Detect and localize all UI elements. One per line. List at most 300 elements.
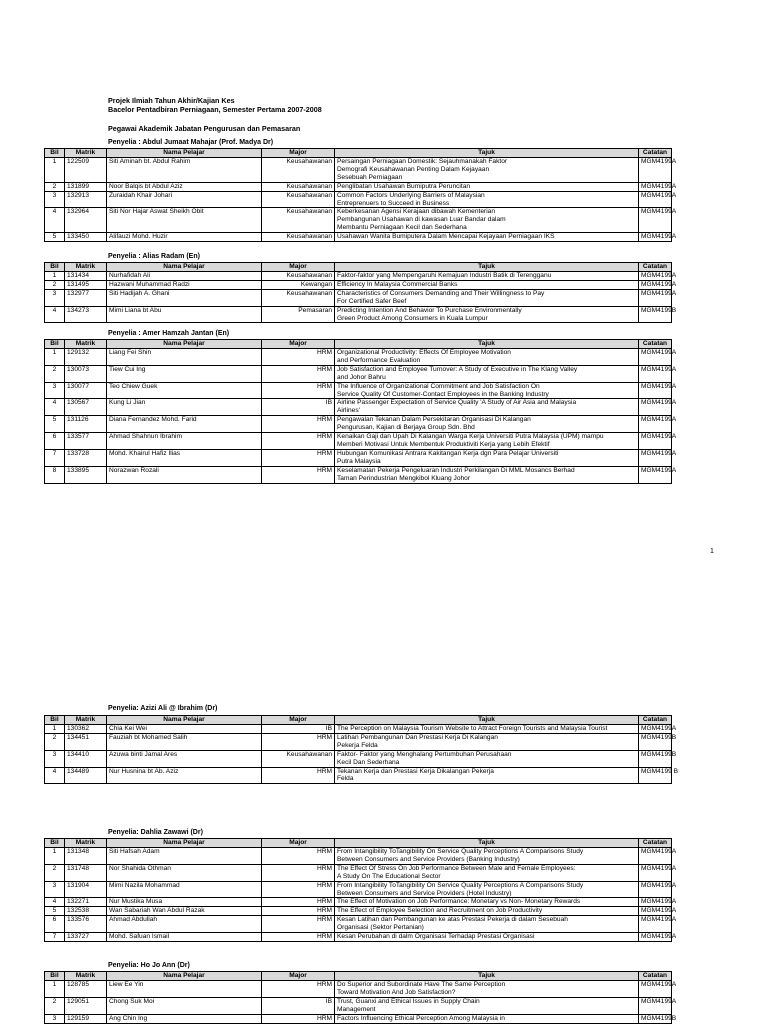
cell-nama: Zuraidah Khair Johari bbox=[107, 191, 262, 208]
table-row bbox=[45, 289, 672, 306]
cell-tajuk bbox=[335, 898, 639, 907]
table-row bbox=[45, 449, 672, 466]
cell-nama: Teo Chiew Guek bbox=[107, 382, 262, 399]
cell-tajuk bbox=[335, 272, 639, 281]
student-table bbox=[44, 715, 679, 784]
header-col-tajuk: Tajuk bbox=[335, 340, 639, 349]
cell-bil: 1 bbox=[45, 349, 65, 366]
header-col-matrik: Matrik bbox=[65, 972, 107, 981]
cell-catatan: MGM4199A bbox=[639, 272, 672, 281]
header-col-major: Major bbox=[262, 149, 335, 158]
cell-nama: Noor Balqis bt Abdul Aziz bbox=[107, 182, 262, 191]
cell-bil: 4 bbox=[45, 306, 65, 323]
cell-major: HRM bbox=[262, 898, 335, 907]
table-row bbox=[45, 864, 672, 881]
cell-major: HRM bbox=[262, 365, 335, 382]
cell-catatan: MGM4199A bbox=[639, 191, 672, 208]
cell-nama: Fauziah bt Mohamed Salih bbox=[107, 733, 262, 750]
cell-nama: Mohd. Safuan Ismail bbox=[107, 933, 262, 942]
header-col-major: Major bbox=[262, 839, 335, 848]
cell-bil: 2 bbox=[45, 365, 65, 382]
cell-bil: 1 bbox=[45, 981, 65, 998]
supervisor-title: Penyelia : Alias Radam (En) bbox=[108, 253, 200, 260]
cell-matrik: 130073 bbox=[65, 365, 107, 382]
cell-bil: 3 bbox=[45, 1014, 65, 1023]
cell-major: Keusahawanan bbox=[262, 208, 335, 233]
cell-catatan: MGM4199A bbox=[639, 433, 672, 450]
cell-nama: Liew Ee Yin bbox=[107, 981, 262, 998]
title-line: The Effect of Employee Selection and Recruitment on Job Productivity bbox=[337, 907, 543, 915]
cell-catatan: MGM4199A bbox=[639, 907, 672, 916]
table-row bbox=[45, 767, 672, 784]
cell-major: HRM bbox=[262, 881, 335, 898]
cell-major: HRM bbox=[262, 433, 335, 450]
cell-catatan: MGM4199A bbox=[639, 280, 672, 289]
program-subtitle: Bacelor Pentadbiran Perniagaan, Semester Pertama 2007-2008 bbox=[108, 105, 322, 114]
cell-nama: Ahmad Abdullah bbox=[107, 916, 262, 933]
cell-matrik: 122509 bbox=[65, 158, 107, 183]
title-line: and Performance Evaluation bbox=[337, 356, 421, 364]
cell-catatan: MGM4199B bbox=[639, 306, 672, 323]
cell-bil: 3 bbox=[45, 750, 65, 767]
cell-tajuk bbox=[335, 382, 639, 399]
header-col-matrik: Matrik bbox=[65, 149, 107, 158]
title-line: Pengawalan Tekanan Dalam Persekitaran Organisasi Di Kalangan bbox=[337, 416, 531, 424]
header-col-tajuk: Tajuk bbox=[335, 263, 639, 272]
table-row bbox=[45, 898, 672, 907]
title-line: Do Superior and Subordinate Have The Same Perception bbox=[337, 981, 506, 988]
header-col-tajuk: Tajuk bbox=[335, 149, 639, 158]
student-table-section bbox=[44, 339, 677, 484]
cell-catatan: MGM4199A bbox=[639, 466, 672, 483]
title-line: Penglibatan Usahawan Bumiputra Peruncitan bbox=[337, 182, 471, 190]
table-row bbox=[45, 433, 672, 450]
cell-catatan: MGM4199A bbox=[639, 449, 672, 466]
cell-nama: Ahmad Shahnun Ibrahim bbox=[107, 433, 262, 450]
title-line: Predicting Intention And Behavior To Purchase Environmentally bbox=[337, 306, 522, 314]
cell-nama: Nur Mustika Musa bbox=[107, 898, 262, 907]
header-col-tajuk: Tajuk bbox=[335, 839, 639, 848]
header-col-catatan: Catatan bbox=[639, 149, 672, 158]
supervisor-title: Penyelia : Abdul Jumaat Mahajar (Prof. Madya Dr) bbox=[108, 139, 274, 146]
cell-nama: Hazwani Muhammad Radzi bbox=[107, 280, 262, 289]
cell-major: HRM bbox=[262, 466, 335, 483]
supervisor-title: Penyelia: Azizi Ali @ Ibrahim (Dr) bbox=[108, 705, 218, 712]
cell-bil: 3 bbox=[45, 191, 65, 208]
table-header-row bbox=[45, 839, 672, 848]
header-col-major: Major bbox=[262, 972, 335, 981]
cell-major: Keusahawanan bbox=[262, 750, 335, 767]
table-row bbox=[45, 750, 672, 767]
cell-catatan: MGM4199A bbox=[639, 182, 672, 191]
cell-bil: 2 bbox=[45, 280, 65, 289]
title-line: From Intangibility ToTangibility On Service Quality Perceptions A Comparisons Study bbox=[337, 848, 584, 855]
department-title: Pegawai Akademik Jabatan Pengurusan dan Pemasaran bbox=[108, 124, 301, 133]
cell-matrik: 130362 bbox=[65, 725, 107, 734]
table-row bbox=[45, 848, 672, 865]
cell-bil: 4 bbox=[45, 208, 65, 233]
cell-nama: Siti Hadijah A. Ghani bbox=[107, 289, 262, 306]
cell-matrik: 133895 bbox=[65, 466, 107, 483]
cell-nama: Alifauzi Mohd. Huzir bbox=[107, 233, 262, 242]
cell-matrik: 134273 bbox=[65, 306, 107, 323]
header-col-bil: Bil bbox=[45, 340, 65, 349]
table-row bbox=[45, 725, 672, 734]
student-table bbox=[44, 971, 677, 1024]
title-line: Felda bbox=[337, 775, 354, 783]
table-header-row bbox=[45, 149, 672, 158]
header-col-nama: Nama Pelajar bbox=[107, 263, 262, 272]
cell-matrik: 134489 bbox=[65, 767, 107, 784]
header-col-major: Major bbox=[262, 340, 335, 349]
table-row bbox=[45, 981, 672, 998]
table-row bbox=[45, 1014, 672, 1023]
header-col-nama: Nama Pelajar bbox=[107, 149, 262, 158]
supervisor-title: Penyelia : Amer Hamzah Jantan (En) bbox=[108, 330, 230, 337]
cell-catatan: MGM4199A bbox=[639, 382, 672, 399]
cell-major: IB bbox=[262, 399, 335, 416]
header-col-matrik: Matrik bbox=[65, 839, 107, 848]
cell-matrik: 134451 bbox=[65, 733, 107, 750]
student-table bbox=[44, 838, 677, 942]
title-line: Kesan Perubahan di dalm Organisasi Terhadap Prestasi Organisasi bbox=[337, 933, 535, 941]
cell-catatan: MGM4199A bbox=[639, 416, 672, 433]
table-row bbox=[45, 191, 672, 208]
cell-catatan: MGM4199A bbox=[639, 933, 672, 942]
cell-major: Keusahawanan bbox=[262, 191, 335, 208]
header-col-bil: Bil bbox=[45, 716, 65, 725]
cell-matrik: 133728 bbox=[65, 449, 107, 466]
title-line: Factors Influencing Ethical Perception Among Malaysia in bbox=[337, 1014, 505, 1022]
cell-matrik: 132964 bbox=[65, 208, 107, 233]
title-line: Keselamatan Pekerja Pengeluaran Industri Perkilangan Di MML Mosancs Berhad bbox=[337, 466, 575, 474]
cell-bil: 2 bbox=[45, 997, 65, 1014]
title-line: Usahawan Wanita Bumiputera Dalam Mencapai Kejayaan Perniagaan IKS bbox=[337, 233, 555, 241]
header-col-tajuk: Tajuk bbox=[335, 972, 639, 981]
title-line: Airline Passenger Expectation of Service Quality 'A Study of Air Asia and Malaysia bbox=[337, 399, 577, 407]
title-line: Persaingan Perniagaan Domestik: Sejauhmanakah Faktor bbox=[337, 158, 508, 165]
cell-tajuk bbox=[335, 725, 639, 734]
student-table-section bbox=[44, 838, 677, 942]
cell-tajuk bbox=[335, 916, 639, 933]
table-row bbox=[45, 306, 672, 323]
cell-major: Pemasaran bbox=[262, 306, 335, 323]
title-line: Efficiency In Malaysia Commercial Banks bbox=[337, 280, 458, 288]
cell-catatan: MGM4199 B bbox=[639, 767, 672, 784]
table-row bbox=[45, 182, 672, 191]
cell-nama: Siti Hafsah Adam bbox=[107, 848, 262, 865]
header-col-bil: Bil bbox=[45, 972, 65, 981]
cell-bil: 4 bbox=[45, 767, 65, 784]
title-line: Kesan Latihan dan Pembangunan ke atas Prestasi Pekerja di dalam Sesebuah bbox=[337, 916, 568, 924]
title-line: Characteristics of Consumers Demanding and Their Willingness to Pay bbox=[337, 289, 545, 297]
cell-tajuk bbox=[335, 864, 639, 881]
cell-major: Kewangan bbox=[262, 280, 335, 289]
cell-nama: Siti Aminah bt. Abdul Rahim bbox=[107, 158, 262, 183]
cell-nama: Kung Li Jian bbox=[107, 399, 262, 416]
title-line: The Perception on Malaysia Tourism Website to Attract Foreign Tourists and Malaysia Tourist bbox=[337, 725, 608, 732]
title-line: Organisasi (Sektor Pertanian) bbox=[337, 924, 424, 932]
cell-major: HRM bbox=[262, 916, 335, 933]
cell-tajuk bbox=[335, 733, 639, 750]
title-line: Membantu Perniagaan Kecil dan Sederhana bbox=[337, 224, 467, 232]
cell-nama: Mimi Liana bt Abu bbox=[107, 306, 262, 323]
cell-bil: 5 bbox=[45, 907, 65, 916]
cell-tajuk bbox=[335, 750, 639, 767]
title-line: Latihan Pembangunan Dan Prestasi Kerja Di Kalangan bbox=[337, 733, 498, 741]
cell-catatan: MGM4199A bbox=[639, 399, 672, 416]
cell-matrik: 131748 bbox=[65, 864, 107, 881]
cell-tajuk bbox=[335, 349, 639, 366]
cell-bil: 6 bbox=[45, 916, 65, 933]
header-col-nama: Nama Pelajar bbox=[107, 972, 262, 981]
cell-major: IB bbox=[262, 997, 335, 1014]
table-header-row bbox=[45, 972, 672, 981]
student-table-section bbox=[44, 971, 677, 1024]
supervisor-title: Penyelia: Ho Jo Ann (Dr) bbox=[108, 962, 190, 969]
cell-major: Keusahawanan bbox=[262, 182, 335, 191]
table-row bbox=[45, 733, 672, 750]
table-row bbox=[45, 365, 672, 382]
cell-nama: Mohd. Khairul Hafiz Ilias bbox=[107, 449, 262, 466]
cell-tajuk bbox=[335, 208, 639, 233]
student-table-section bbox=[44, 262, 677, 323]
table-header-row bbox=[45, 340, 672, 349]
title-line: Job Satisfaction and Employee Turnover: A Study of Executive in The Klang Valley bbox=[337, 365, 578, 373]
cell-catatan: MGM4199A bbox=[639, 208, 672, 233]
title-line: Keberkesanan Agensi Kerajaan dibawah Kementerian bbox=[337, 208, 495, 216]
cell-major: HRM bbox=[262, 349, 335, 366]
cell-bil: 7 bbox=[45, 933, 65, 942]
cell-tajuk bbox=[335, 365, 639, 382]
cell-major: HRM bbox=[262, 907, 335, 916]
title-line: Airlines' bbox=[337, 407, 360, 415]
cell-catatan: MGM4199A bbox=[639, 365, 672, 382]
table-row bbox=[45, 272, 672, 281]
cell-catatan: MGM4199A bbox=[639, 233, 672, 242]
cell-catatan: MGM4199A bbox=[639, 881, 672, 898]
title-line: The Effect Of Stress On Job Performance Between Male and Female Employees: bbox=[337, 864, 576, 872]
cell-matrik: 129132 bbox=[65, 349, 107, 366]
header-col-nama: Nama Pelajar bbox=[107, 340, 262, 349]
title-line: Kenaikan Gaji dan Upah Di Kalangan Warga Kerja Universiti Putra Malaysia (UPM) mampu bbox=[337, 433, 604, 441]
header-col-catatan: Catatan bbox=[639, 340, 672, 349]
title-line: Organizational Productivity: Effects Of Employee Motivation bbox=[337, 349, 511, 356]
cell-bil: 5 bbox=[45, 233, 65, 242]
cell-major: HRM bbox=[262, 981, 335, 998]
cell-major: HRM bbox=[262, 848, 335, 865]
cell-matrik: 131126 bbox=[65, 416, 107, 433]
cell-tajuk bbox=[335, 399, 639, 416]
title-line: Faktor-faktor yang Mempengaruhi Kemajuan Industri Batik di Terengganu bbox=[337, 272, 552, 279]
header-col-bil: Bil bbox=[45, 839, 65, 848]
table-row bbox=[45, 382, 672, 399]
table-row bbox=[45, 933, 672, 942]
student-table bbox=[44, 339, 677, 484]
cell-catatan: MGM4199B bbox=[639, 1014, 672, 1023]
cell-nama: Wan Sabariah Wan Abdul Razak bbox=[107, 907, 262, 916]
cell-bil: 8 bbox=[45, 466, 65, 483]
cell-catatan: MGM4199A bbox=[639, 349, 672, 366]
table-row bbox=[45, 158, 672, 183]
cell-nama: Chia Kei Wei bbox=[107, 725, 262, 734]
cell-tajuk bbox=[335, 848, 639, 865]
header-col-tajuk: Tajuk bbox=[335, 716, 639, 725]
title-line: For Certified Safer Beef bbox=[337, 297, 407, 305]
cell-bil: 5 bbox=[45, 416, 65, 433]
header-col-nama: Nama Pelajar bbox=[107, 716, 262, 725]
cell-major: HRM bbox=[262, 864, 335, 881]
cell-tajuk bbox=[335, 191, 639, 208]
title-line: Pembangunan Usahawan di kawasan Luar Bandar dalam bbox=[337, 216, 506, 224]
cell-catatan: MGM4199A bbox=[639, 158, 672, 183]
cell-matrik: 131434 bbox=[65, 272, 107, 281]
cell-bil: 3 bbox=[45, 289, 65, 306]
cell-tajuk bbox=[335, 158, 639, 183]
cell-major: Keusahawanan bbox=[262, 289, 335, 306]
cell-nama: Norazwan Rozali bbox=[107, 466, 262, 483]
header-col-catatan: Catatan bbox=[639, 839, 672, 848]
cell-major: HRM bbox=[262, 449, 335, 466]
header-col-major: Major bbox=[262, 263, 335, 272]
cell-tajuk bbox=[335, 306, 639, 323]
cell-bil: 2 bbox=[45, 864, 65, 881]
table-row bbox=[45, 208, 672, 233]
table-row bbox=[45, 466, 672, 483]
cell-nama: Chong Suk Moi bbox=[107, 997, 262, 1014]
cell-tajuk bbox=[335, 907, 639, 916]
cell-bil: 4 bbox=[45, 399, 65, 416]
cell-catatan: MGM4199A bbox=[639, 289, 672, 306]
header-col-major: Major bbox=[262, 716, 335, 725]
title-line: Demografi Keusahawanan Penting Dalam Kejayaan bbox=[337, 165, 490, 173]
table-header-row bbox=[45, 716, 672, 725]
title-line: Pekerja Felda bbox=[337, 741, 378, 749]
title-line: Tekanan Kerja dan Prestasi Kerja Dikalangan Pekerja bbox=[337, 767, 494, 775]
cell-bil: 2 bbox=[45, 182, 65, 191]
cell-matrik: 131348 bbox=[65, 848, 107, 865]
cell-tajuk bbox=[335, 182, 639, 191]
table-row bbox=[45, 399, 672, 416]
title-line: Service Quality Of Customer-Contact Employees in the Banking Industry bbox=[337, 390, 549, 398]
cell-tajuk bbox=[335, 767, 639, 784]
cell-matrik: 128785 bbox=[65, 981, 107, 998]
document-title: Projek Ilmiah Tahun Akhir/Kajian Kes bbox=[108, 96, 235, 105]
cell-tajuk bbox=[335, 881, 639, 898]
cell-catatan: MGM4199A bbox=[639, 725, 672, 734]
cell-tajuk bbox=[335, 289, 639, 306]
student-table bbox=[44, 148, 677, 242]
table-row bbox=[45, 349, 672, 366]
cell-tajuk bbox=[335, 997, 639, 1014]
cell-bil: 2 bbox=[45, 733, 65, 750]
cell-tajuk bbox=[335, 466, 639, 483]
cell-tajuk bbox=[335, 933, 639, 942]
cell-bil: 3 bbox=[45, 881, 65, 898]
cell-tajuk bbox=[335, 280, 639, 289]
cell-nama: Nur Husnina bt Ab. Aziz bbox=[107, 767, 262, 784]
table-row bbox=[45, 233, 672, 242]
cell-nama: Tiew Cui Ing bbox=[107, 365, 262, 382]
title-line: A Study On The Educational Sector bbox=[337, 872, 441, 880]
title-line: Management bbox=[337, 1005, 376, 1013]
title-line: Toward Motivation And Job Satisfaction? bbox=[337, 988, 456, 996]
cell-bil: 3 bbox=[45, 382, 65, 399]
student-table-section bbox=[44, 715, 679, 784]
cell-catatan: MGM4199A bbox=[639, 848, 672, 865]
cell-tajuk bbox=[335, 981, 639, 998]
cell-matrik: 130567 bbox=[65, 399, 107, 416]
cell-matrik: 130077 bbox=[65, 382, 107, 399]
cell-major: HRM bbox=[262, 382, 335, 399]
cell-bil: 1 bbox=[45, 725, 65, 734]
cell-nama: Nor Shahida Othman bbox=[107, 864, 262, 881]
cell-matrik: 133727 bbox=[65, 933, 107, 942]
title-line: Kecil Dan Sederhana bbox=[337, 758, 400, 766]
cell-nama: Diana Fernandez Mohd. Farid bbox=[107, 416, 262, 433]
title-line: Entreprenuers to Succeed in Business bbox=[337, 199, 450, 207]
header-col-matrik: Matrik bbox=[65, 340, 107, 349]
table-row bbox=[45, 907, 672, 916]
cell-catatan: MGM4199B bbox=[639, 733, 672, 750]
table-row bbox=[45, 280, 672, 289]
cell-bil: 4 bbox=[45, 898, 65, 907]
title-line: Taman Perindustrian Mengkibol Kluang Johor bbox=[337, 474, 471, 482]
header-col-catatan: Catatan bbox=[639, 716, 672, 725]
cell-tajuk bbox=[335, 433, 639, 450]
cell-bil: 1 bbox=[45, 848, 65, 865]
cell-matrik: 132271 bbox=[65, 898, 107, 907]
title-line: The Effect of Motivation on Job Performance: Monetary vs Non- Monetary Rewards bbox=[337, 898, 581, 906]
cell-major: HRM bbox=[262, 933, 335, 942]
supervisor-title: Penyelia: Dahlia Zawawi (Dr) bbox=[108, 829, 203, 836]
title-line: Sesebuah Perniagaan bbox=[337, 173, 403, 181]
title-line: Between Consumers and Service Providers (Banking Industry) bbox=[337, 855, 520, 863]
cell-major: Keusahawanan bbox=[262, 272, 335, 281]
cell-matrik: 131904 bbox=[65, 881, 107, 898]
title-line: Faktor- Faktor yang Menghalang Pertumbuhan Perusahaan bbox=[337, 750, 512, 758]
header-col-matrik: Matrik bbox=[65, 263, 107, 272]
cell-matrik: 134410 bbox=[65, 750, 107, 767]
cell-nama: Liang Fei Shin bbox=[107, 349, 262, 366]
title-line: and Johor Bahru bbox=[337, 373, 386, 381]
student-table-section bbox=[44, 148, 677, 242]
table-row bbox=[45, 881, 672, 898]
cell-tajuk bbox=[335, 416, 639, 433]
cell-matrik: 129159 bbox=[65, 1014, 107, 1023]
title-line: Hubungan Komunikasi Antrara Kakitangan Kerja dgn Para Pelajar Universiti bbox=[337, 449, 559, 457]
header-col-nama: Nama Pelajar bbox=[107, 839, 262, 848]
cell-catatan: MGM4199A bbox=[639, 981, 672, 998]
title-line: Memberi Motivasi Untuk Membentuk Produktiviti Kerja yang Lebih Efektif bbox=[337, 440, 550, 448]
cell-tajuk bbox=[335, 233, 639, 242]
cell-catatan: MGM4199A bbox=[639, 916, 672, 933]
student-table bbox=[44, 262, 677, 323]
header-col-catatan: Catatan bbox=[639, 263, 672, 272]
table-row bbox=[45, 916, 672, 933]
cell-major: Keusahawanan bbox=[262, 158, 335, 183]
cell-tajuk bbox=[335, 449, 639, 466]
cell-nama: Mimi Nazila Mohammad bbox=[107, 881, 262, 898]
cell-tajuk bbox=[335, 1014, 639, 1023]
cell-major: IB bbox=[262, 725, 335, 734]
title-line: Green Product Among Consumers in Kuala Lumpur bbox=[337, 314, 488, 322]
title-line: Common Factors Underlying Barriers of Malaysian bbox=[337, 191, 485, 199]
cell-major: HRM bbox=[262, 733, 335, 750]
cell-catatan: MGM4199B bbox=[639, 750, 672, 767]
cell-matrik: 132977 bbox=[65, 289, 107, 306]
cell-matrik: 132538 bbox=[65, 907, 107, 916]
